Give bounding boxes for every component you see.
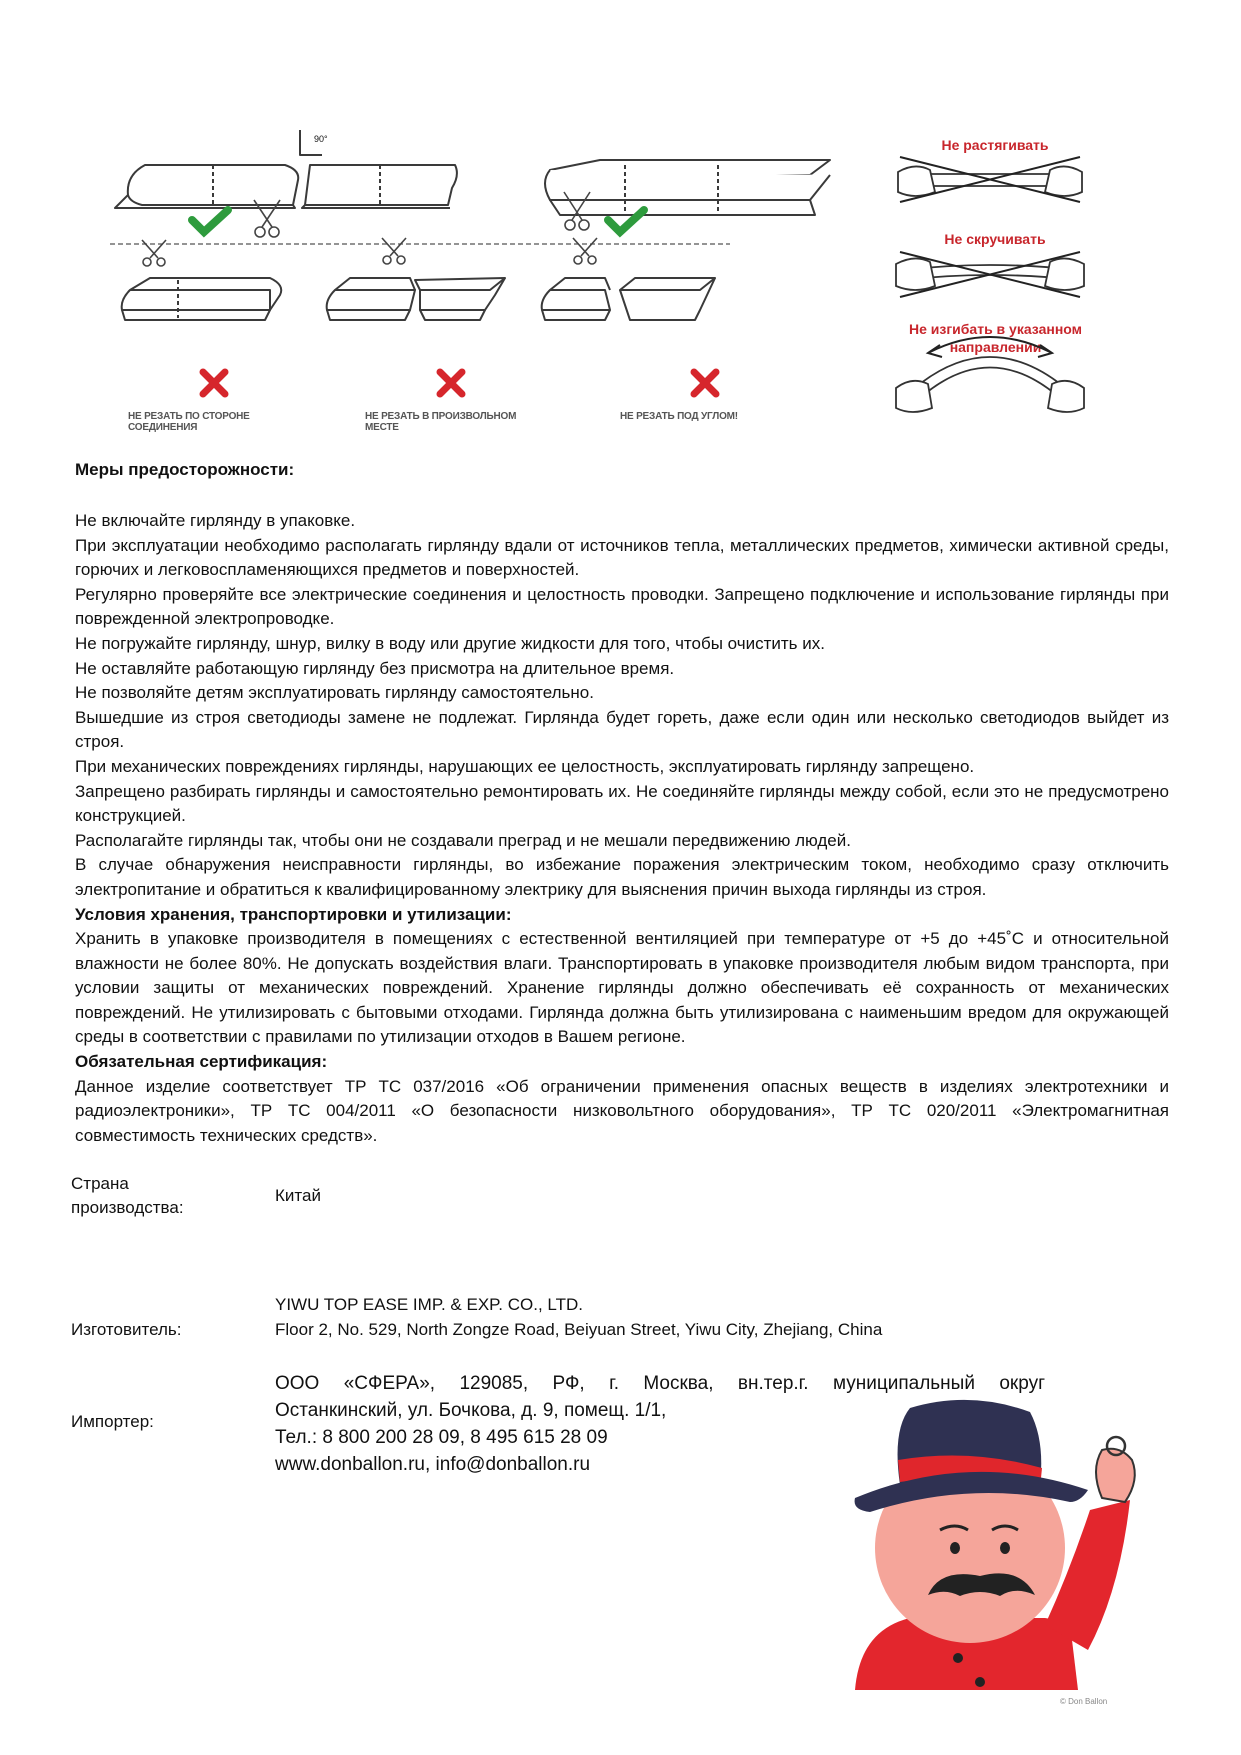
importer-line: ООО «СФЕРА», 129085, РФ, г. Москва, вн.тер.г. муниципальный округ <box>275 1373 1045 1394</box>
cut-label: НЕ РЕЗАТЬ ПОД УГЛОМ! <box>620 411 738 422</box>
country-value: Китай <box>275 1186 321 1205</box>
precaution-item: Регулярно проверяйте все электрические соединения и целостность проводки. Запрещено подключение и использование гирлянды при поврежденной электропроводке. <box>75 584 1169 629</box>
cross-icon <box>203 372 225 394</box>
precaution-item: Не оставляйте работающую гирлянду без присмотра на длительное время. <box>75 658 675 678</box>
precaution-item: Не погружайте гирлянду, шнур, вилку в воду или другие жидкости для того, чтобы очистить их. <box>75 633 825 653</box>
cross-icon <box>694 372 716 394</box>
manufacturer-address: Floor 2, No. 529, North Zongze Road, Beiyuan Street, Yiwu City, Zhejiang, China <box>275 1320 883 1339</box>
warning-no-twist: Не скручивать <box>944 231 1046 247</box>
cross-icon <box>440 372 462 394</box>
precaution-item: Запрещено разбирать гирлянды и самостоятельно ремонтировать их. Не соединяйте гирлянды между собой, если это не предусмотрено конструкцией. <box>75 781 1169 826</box>
cut-label: НЕ РЕЗАТЬ ПО СТОРОНЕ СОЕДИНЕНИЯ <box>128 411 250 433</box>
warning-no-bend: Не изгибать в указанном направлении <box>908 321 1083 355</box>
copyright: © Don Ballon <box>1060 1697 1108 1706</box>
storage-heading: Условия хранения, транспортировки и утилизации: <box>75 904 512 924</box>
cut-label: НЕ РЕЗАТЬ В ПРОИЗВОЛЬНОМ МЕСТЕ <box>365 411 517 433</box>
manufacturer-name: YIWU TOP EASE IMP. & EXP. CO., LTD. <box>275 1295 583 1314</box>
precautions-heading: Меры предосторожности: <box>75 460 295 479</box>
precaution-item: В случае обнаружения неисправности гирлянды, во избежание поражения электрическим током, необходимо сразу отключить электропитание и обратиться к квалифицированному электрику для выяснения причин выхода гирлянды из строя. <box>75 855 1169 899</box>
precaution-item: Не позволяйте детям эксплуатировать гирлянду самостоятельно. <box>75 683 594 703</box>
warning-no-stretch: Не растягивать <box>941 137 1049 153</box>
precaution-item: При механических повреждениях гирлянды, нарушающих ее целостность, эксплуатировать гирлянду запрещено. <box>75 756 975 776</box>
precaution-item: Не включайте гирлянду в упаковке. <box>75 511 356 530</box>
certification-text: Данное изделие соответствует ТР ТС 037/2016 «Об ограничении применения опасных веществ в изделиях электротехники и радиоэлектроники», ТР ТС 004/2011 «О безопасности низковольтного оборудования», ТР ТС 020/2011 «Электромагнитная совместимость технических средств». <box>75 1076 1169 1145</box>
importer-line: Тел.: 8 800 200 28 09, 8 495 615 28 09 <box>275 1427 608 1448</box>
precautions-list <box>75 509 1169 1148</box>
manufacturer-label: Изготовитель: <box>71 1320 182 1339</box>
importer-line: Останкинский, ул. Бочкова, д. 9, помещ. 1/1, <box>275 1400 667 1421</box>
check-icon <box>192 210 228 232</box>
hands-warning-illustrations <box>890 152 1090 422</box>
importer-line: www.donballon.ru, info@donballon.ru <box>275 1454 591 1475</box>
certification-heading: Обязательная сертификация: <box>75 1052 328 1072</box>
don-ballon-mascot <box>840 1390 1170 1690</box>
importer-label: Импортер: <box>71 1412 154 1431</box>
precaution-item: При эксплуатации необходимо располагать гирлянду вдали от источников тепла, металлических предметов, химически активной среды, горючих и легковоспламеняющихся предметов и поверхностей. <box>75 535 1169 580</box>
country-label: Страна производства: <box>71 1174 184 1217</box>
check-icon <box>608 210 644 232</box>
precaution-item: Вышедшие из строя светодиоды замене не подлежат. Гирлянда будет гореть, даже если один или несколько светодиодов выйдет из строя. <box>75 707 1169 752</box>
storage-text: Хранить в упаковке производителя в помещениях с естественной вентиляцией при температуре от +5 до +45˚С и относительной влажности не более 80%. Не допускать воздействия влаги. Транспортировать в упаковке производителя любым видом транспорта, при условии защиты от механических повреждений. Хранение гирлянды должно обеспечивать её сохранность от механических повреждений. Не утилизировать с бытовыми отходами. Гирлянда должна быть утилизирована с наименьшим вредом для окружающей среды в соответствии с правилами по утилизации отходов в Вашем регионе. <box>75 929 1169 1047</box>
angle-label: 90° <box>314 134 328 144</box>
precaution-item: Располагайте гирлянды так, чтобы они не создавали преград и не мешали передвижению людей. <box>75 830 851 850</box>
